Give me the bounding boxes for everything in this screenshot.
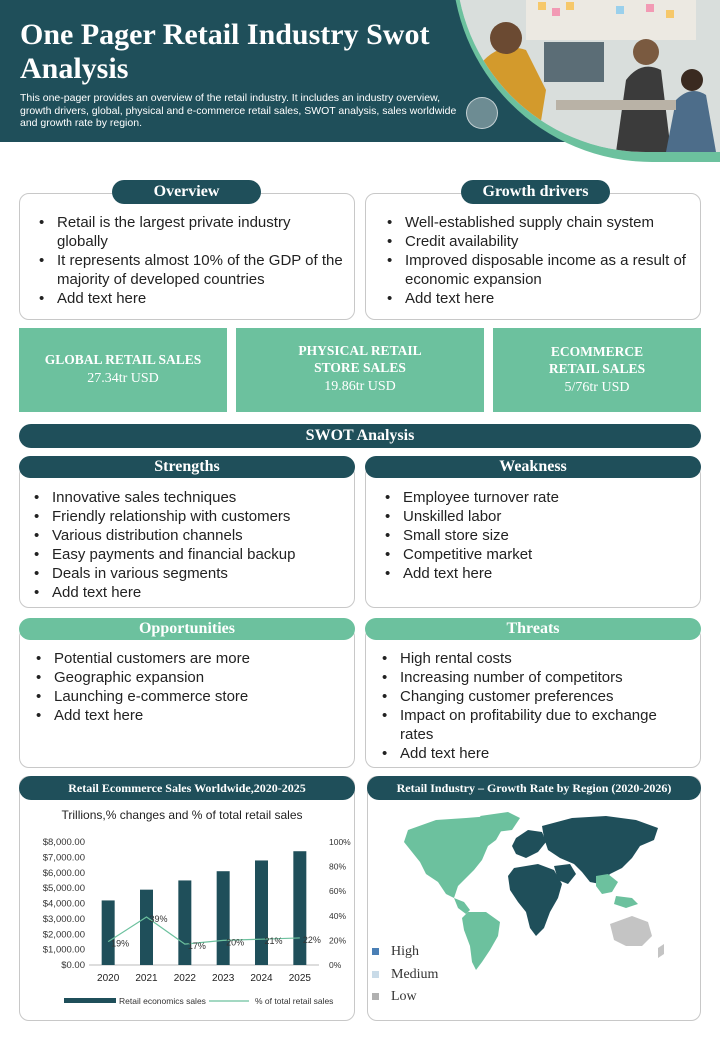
legend-label: High bbox=[391, 944, 419, 959]
list-item: • Potential customers are more bbox=[32, 649, 347, 668]
stat-ecommerce-retail bbox=[493, 328, 701, 412]
region-europe bbox=[512, 830, 546, 858]
y-tick-label: $0.00 bbox=[61, 960, 85, 971]
list-item: • Friendly relationship with customers bbox=[30, 507, 350, 526]
opportunities-heading: Opportunities bbox=[19, 618, 355, 640]
y2-tick-label: 20% bbox=[329, 935, 347, 946]
list-item: • Add text here bbox=[383, 289, 688, 308]
legend-swatch-high bbox=[372, 948, 379, 955]
legend-label: Low bbox=[391, 989, 417, 1004]
y2-tick-label: 60% bbox=[329, 886, 347, 897]
list-item: • Unskilled labor bbox=[381, 507, 691, 526]
stat-global-retail bbox=[19, 328, 227, 412]
chart-bar bbox=[293, 851, 306, 965]
map-panel-heading: Retail Industry – Growth Rate by Region (2020-2026) bbox=[367, 776, 701, 800]
chart-data-label: 19% bbox=[111, 938, 130, 949]
list-item: • Changing customer preferences bbox=[378, 687, 690, 706]
x-tick-label: 2025 bbox=[288, 973, 311, 984]
list-item: • Add text here bbox=[378, 744, 690, 763]
overview-heading: Overview bbox=[112, 180, 261, 204]
x-tick-label: 2022 bbox=[173, 973, 196, 984]
legend-line-label: % of total retail sales bbox=[255, 996, 334, 1006]
y-tick-label: $5,000.00 bbox=[42, 883, 85, 895]
legend-bar-label: Retail economics sales bbox=[119, 996, 206, 1006]
legend-bar-swatch bbox=[64, 998, 116, 1003]
chart-bar bbox=[178, 880, 191, 965]
region-africa bbox=[508, 864, 562, 936]
strengths-heading: Strengths bbox=[19, 456, 355, 478]
world-map bbox=[396, 812, 666, 972]
list-item: • Impact on profitability due to exchange rates bbox=[378, 706, 690, 744]
list-item: • Various distribution channels bbox=[30, 526, 350, 545]
legend-low bbox=[372, 989, 417, 1005]
list-item: • Retail is the largest private industry globally bbox=[35, 213, 345, 251]
decorative-bubble bbox=[466, 97, 498, 129]
page-title: One Pager Retail Industry Swot Analysis bbox=[20, 18, 430, 85]
list-item: • Improved disposable income as a result of economic expansion bbox=[383, 251, 688, 289]
list-item: • Competitive market bbox=[381, 545, 691, 564]
y-tick-label: $4,000.00 bbox=[42, 898, 85, 910]
list-item: • High rental costs bbox=[378, 649, 690, 668]
region-australia bbox=[610, 916, 652, 946]
threats-list bbox=[378, 649, 690, 763]
chart-data-label: 20% bbox=[226, 937, 245, 948]
weakness-heading: Weakness bbox=[365, 456, 701, 478]
weakness-list bbox=[381, 488, 691, 583]
chart-bar bbox=[140, 890, 153, 965]
threats-heading: Threats bbox=[365, 618, 701, 640]
stat-label: PHYSICAL RETAIL STORE SALES bbox=[298, 343, 422, 375]
stat-physical-retail bbox=[236, 328, 484, 412]
chart-bar bbox=[255, 860, 268, 965]
chart-data-label: 22% bbox=[302, 934, 321, 945]
opportunities-list bbox=[32, 649, 347, 725]
list-item: • Launching e-commerce store bbox=[32, 687, 347, 706]
x-tick-label: 2021 bbox=[135, 973, 158, 984]
stat-value: 27.34tr USD bbox=[87, 371, 159, 386]
list-item: • Credit availability bbox=[383, 232, 688, 251]
x-tick-label: 2023 bbox=[212, 973, 235, 984]
list-item: • It represents almost 10% of the GDP of the majority of developed countries bbox=[35, 251, 345, 289]
list-item: • Add text here bbox=[30, 583, 350, 602]
chart-data-label: 21% bbox=[264, 936, 283, 947]
x-tick-label: 2024 bbox=[250, 973, 273, 984]
ecommerce-sales-chart bbox=[19, 802, 355, 1020]
y-tick-label: $7,000.00 bbox=[42, 852, 85, 864]
y2-tick-label: 0% bbox=[329, 960, 342, 970]
list-item: • Add text here bbox=[35, 289, 345, 308]
list-item: • Add text here bbox=[32, 706, 347, 725]
x-tick-label: 2020 bbox=[97, 973, 120, 984]
stat-label: ECOMMERCE RETAIL SALES bbox=[548, 344, 646, 376]
legend-label: Medium bbox=[391, 967, 439, 982]
stat-value: 5/76tr USD bbox=[564, 380, 630, 395]
list-item: • Deals in various segments bbox=[30, 564, 350, 583]
y-tick-label: $6,000.00 bbox=[42, 867, 85, 879]
legend-swatch-low bbox=[372, 993, 379, 1000]
region-south-america bbox=[462, 912, 500, 970]
region-new-zealand bbox=[658, 944, 664, 958]
list-item: • Geographic expansion bbox=[32, 668, 347, 687]
list-item: • Easy payments and financial backup bbox=[30, 545, 350, 564]
list-item: • Add text here bbox=[381, 564, 691, 583]
team-photo bbox=[456, 0, 720, 152]
region-north-america bbox=[404, 816, 504, 898]
legend-medium bbox=[372, 967, 438, 983]
region-indonesia bbox=[614, 896, 638, 908]
y-tick-label: $8,000.00 bbox=[42, 837, 85, 848]
y2-tick-label: 100% bbox=[329, 837, 351, 847]
y2-tick-label: 40% bbox=[329, 910, 347, 921]
chart-panel-heading: Retail Ecommerce Sales Worldwide,2020-2025 bbox=[19, 776, 355, 800]
chart-data-label: 39% bbox=[149, 914, 168, 925]
list-item: • Small store size bbox=[381, 526, 691, 545]
growth-list bbox=[383, 213, 688, 308]
list-item: • Employee turnover rate bbox=[381, 488, 691, 507]
chart-title: Trillions,% changes and % of total retail sales bbox=[61, 808, 303, 822]
swot-heading: SWOT Analysis bbox=[19, 424, 701, 448]
y-tick-label: $1,000.00 bbox=[42, 944, 85, 956]
overview-list bbox=[35, 213, 345, 308]
chart-bar bbox=[217, 871, 230, 965]
region-southeast-asia bbox=[596, 874, 618, 894]
stat-label: GLOBAL RETAIL SALES bbox=[44, 352, 202, 367]
chart-bar bbox=[102, 900, 115, 965]
chart-data-label: 17% bbox=[187, 941, 206, 952]
stat-value: 19.86tr USD bbox=[324, 379, 396, 394]
region-central-america bbox=[454, 898, 470, 914]
page-subtitle: This one-pager provides an overview of the retail industry. It includes an industry overview, growth drivers, global, physical and e-commerce retail sales, SWOT analysis, sales worldwide and growth rate by region. bbox=[20, 92, 457, 129]
list-item: • Increasing number of competitors bbox=[378, 668, 690, 687]
strengths-list bbox=[30, 488, 350, 602]
y2-tick-label: 80% bbox=[329, 861, 347, 872]
legend-high bbox=[372, 944, 419, 960]
y-tick-label: $3,000.00 bbox=[42, 913, 85, 925]
legend-swatch-medium bbox=[372, 971, 379, 978]
y-tick-label: $2,000.00 bbox=[42, 929, 85, 941]
list-item: • Well-established supply chain system bbox=[383, 213, 688, 232]
list-item: • Innovative sales techniques bbox=[30, 488, 350, 507]
growth-heading: Growth drivers bbox=[461, 180, 610, 204]
